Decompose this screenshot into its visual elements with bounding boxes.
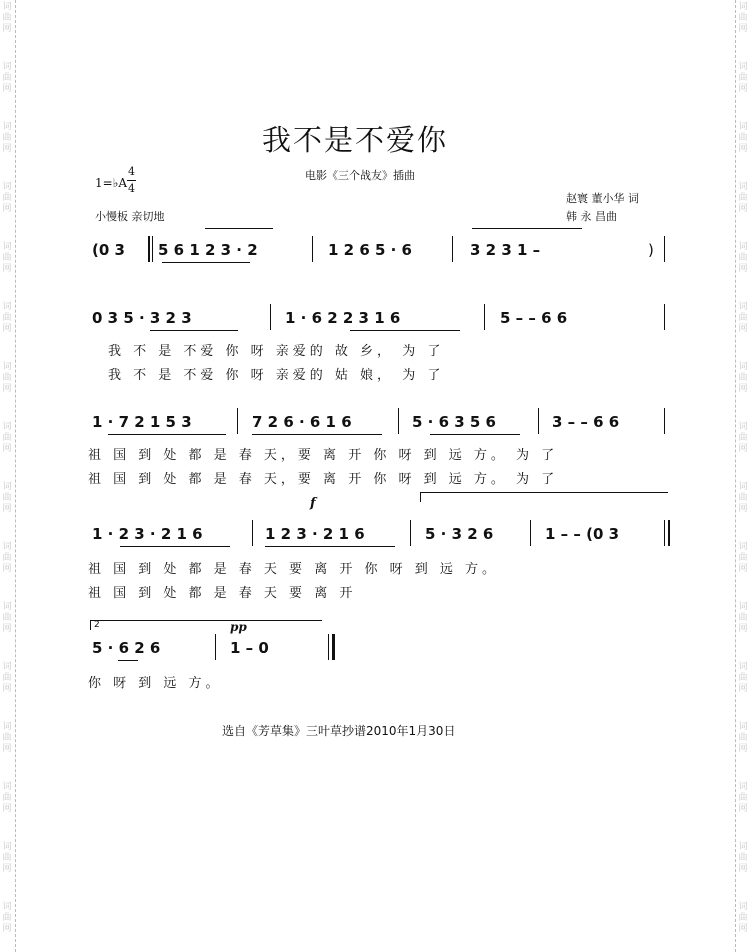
lyric-verse-1: 祖 国 到 处 都 是 春 天 要 离 开 你 呀 到 远 方。 — [88, 562, 499, 577]
barline — [398, 408, 399, 434]
notes-m1: 1 · 2 3 · 2 1 6 — [92, 525, 203, 543]
notes-m2: 7 2 6 · 6 1 6 — [252, 413, 352, 431]
lyric-line — [0, 584, 750, 602]
notes-m3: 5 – – 6 6 — [500, 309, 568, 327]
lyric-verse-2: 祖 国 到 处 都 是 春 天 要 离 开 — [88, 586, 357, 601]
repeat-barline — [148, 236, 150, 262]
volta-bracket-edge — [420, 492, 421, 502]
volta-2-bracket — [90, 620, 322, 621]
time-signature-bottom: 4 — [128, 182, 135, 195]
watermark-text: 词 曲 网 — [738, 782, 748, 814]
barline — [410, 520, 411, 546]
notes-m3: 3 2 3 1 – — [470, 241, 541, 259]
lyric-verse-1: 你 呀 到 远 方。 — [88, 676, 223, 691]
key-signature: 1=♭A — [95, 176, 128, 190]
volta-bracket-edge — [90, 620, 91, 630]
song-subtitle: 电影《三个战友》插曲 — [305, 169, 415, 182]
notes-m1: 0 3 5 · 3 2 3 — [92, 309, 192, 327]
watermark-text: 词 曲 网 — [738, 722, 748, 754]
lyric-line — [0, 366, 750, 384]
score-line-5 — [0, 638, 750, 660]
tempo-marking: 小慢板 亲切地 — [95, 210, 165, 223]
dynamic-pianissimo: pp — [230, 620, 247, 634]
watermark-text: 词 曲 网 — [738, 242, 748, 274]
watermark-text: 词 曲 网 — [2, 62, 12, 94]
notes-m2: 1 – 0 — [230, 639, 269, 657]
barline — [215, 634, 216, 660]
watermark-text: 词 曲 网 — [738, 482, 748, 514]
notes-close-paren: ) — [648, 241, 654, 259]
notes-m4: 3 – – 6 6 — [552, 413, 620, 431]
beam-underline — [252, 434, 382, 435]
notes-m2: 1 2 6 5 · 6 — [328, 241, 412, 259]
time-signature-top: 4 — [128, 165, 135, 178]
notes-m1: 5 6 1 2 3 · 2 — [158, 241, 258, 259]
watermark-text: 词 曲 网 — [738, 842, 748, 874]
lyric-verse-1: 我 不 是 不爱 你 呀 亲爱的 故 乡， 为 了 — [108, 344, 445, 359]
watermark-text: 词 曲 网 — [2, 782, 12, 814]
watermark-text: 词 曲 网 — [738, 422, 748, 454]
barline — [538, 408, 539, 434]
barline — [664, 304, 665, 330]
watermark-text: 词 曲 网 — [2, 242, 12, 274]
beam-underline — [118, 660, 138, 661]
lyric-line — [0, 674, 750, 692]
barline — [152, 236, 153, 262]
watermark-text: 词 曲 网 — [2, 482, 12, 514]
score-line-4 — [0, 524, 750, 546]
song-title: 我不是不爱你 — [262, 123, 449, 157]
score-line-2 — [0, 308, 750, 330]
lyric-line — [0, 446, 750, 464]
beam-underline — [150, 330, 238, 331]
beam-underline — [108, 434, 226, 435]
watermark-text: 词 曲 网 — [2, 182, 12, 214]
watermark-text: 词 曲 网 — [738, 62, 748, 94]
beam-underline — [162, 262, 250, 263]
lyric-line — [0, 560, 750, 578]
barline — [664, 408, 665, 434]
barline — [664, 520, 665, 546]
lyric-verse-2: 祖 国 到 处 都 是 春 天，要 离 开 你 呀 到 远 方。 为 了 — [88, 472, 559, 487]
final-repeat-barline — [668, 520, 670, 546]
composer-credit: 韩 永 昌曲 — [566, 210, 617, 223]
watermark-text: 词 曲 网 — [2, 662, 12, 694]
lyricist-credit: 赵寰 董小华 词 — [566, 192, 639, 205]
watermark-text: 词 曲 网 — [738, 2, 748, 34]
volta-bracket — [420, 492, 668, 493]
watermark-text: 词 曲 网 — [2, 422, 12, 454]
barline — [270, 304, 271, 330]
volta-bracket — [205, 228, 273, 229]
notes-intro: (0 3 — [92, 241, 125, 259]
watermark-text: 词 曲 网 — [738, 182, 748, 214]
volta-bracket — [472, 228, 582, 229]
watermark-text: 词 曲 网 — [738, 662, 748, 694]
notes-m2: 1 · 6 2 2 3 1 6 — [285, 309, 401, 327]
notes-m3: 5 · 3 2 6 — [425, 525, 494, 543]
watermark-text: 词 曲 网 — [738, 902, 748, 934]
watermark-text: 词 曲 网 — [2, 2, 12, 34]
lyric-verse-2: 我 不 是 不爱 你 呀 亲爱的 姑 娘， 为 了 — [108, 368, 445, 383]
final-barline-thin — [328, 634, 329, 660]
notes-m4: 1 – – (0 3 — [545, 525, 620, 543]
barline — [237, 408, 238, 434]
time-signature-divider — [127, 180, 136, 181]
watermark-text: 词 曲 网 — [2, 362, 12, 394]
lyric-line — [0, 342, 750, 360]
source-note: 选自《芳草集》三叶草抄谱2010年1月30日 — [222, 724, 456, 738]
dynamic-forte: f — [310, 496, 316, 511]
notes-m3: 5 · 6 3 5 6 — [412, 413, 496, 431]
watermark-text: 词 曲 网 — [2, 602, 12, 634]
watermark-text: 词 曲 网 — [738, 602, 748, 634]
barline — [484, 304, 485, 330]
beam-underline — [350, 330, 460, 331]
watermark-text: 词 曲 网 — [738, 542, 748, 574]
watermark-text: 词 曲 网 — [2, 542, 12, 574]
score-line-3 — [0, 412, 750, 434]
score-line-1 — [0, 240, 750, 262]
watermark-text: 词 曲 网 — [2, 302, 12, 334]
beam-underline — [430, 434, 520, 435]
barline — [664, 236, 665, 262]
beam-underline — [120, 546, 230, 547]
beam-underline — [265, 546, 395, 547]
barline — [312, 236, 313, 262]
lyric-verse-1: 祖 国 到 处 都 是 春 天，要 离 开 你 呀 到 远 方。 为 了 — [88, 448, 559, 463]
volta-number: 2 — [94, 620, 100, 630]
barline — [452, 236, 453, 262]
barline — [530, 520, 531, 546]
watermark-text: 词 曲 网 — [738, 362, 748, 394]
barline — [252, 520, 253, 546]
notes-m1: 5 · 6 2 6 — [92, 639, 161, 657]
watermark-text: 词 曲 网 — [738, 122, 748, 154]
final-barline-thick — [332, 634, 335, 660]
lyric-line — [0, 470, 750, 488]
notes-m1: 1 · 7 2 1 5 3 — [92, 413, 192, 431]
notes-m2: 1 2 3 · 2 1 6 — [265, 525, 365, 543]
watermark-text: 词 曲 网 — [2, 842, 12, 874]
watermark-text: 词 曲 网 — [2, 902, 12, 934]
watermark-text: 词 曲 网 — [2, 722, 12, 754]
watermark-text: 词 曲 网 — [2, 122, 12, 154]
watermark-text: 词 曲 网 — [738, 302, 748, 334]
